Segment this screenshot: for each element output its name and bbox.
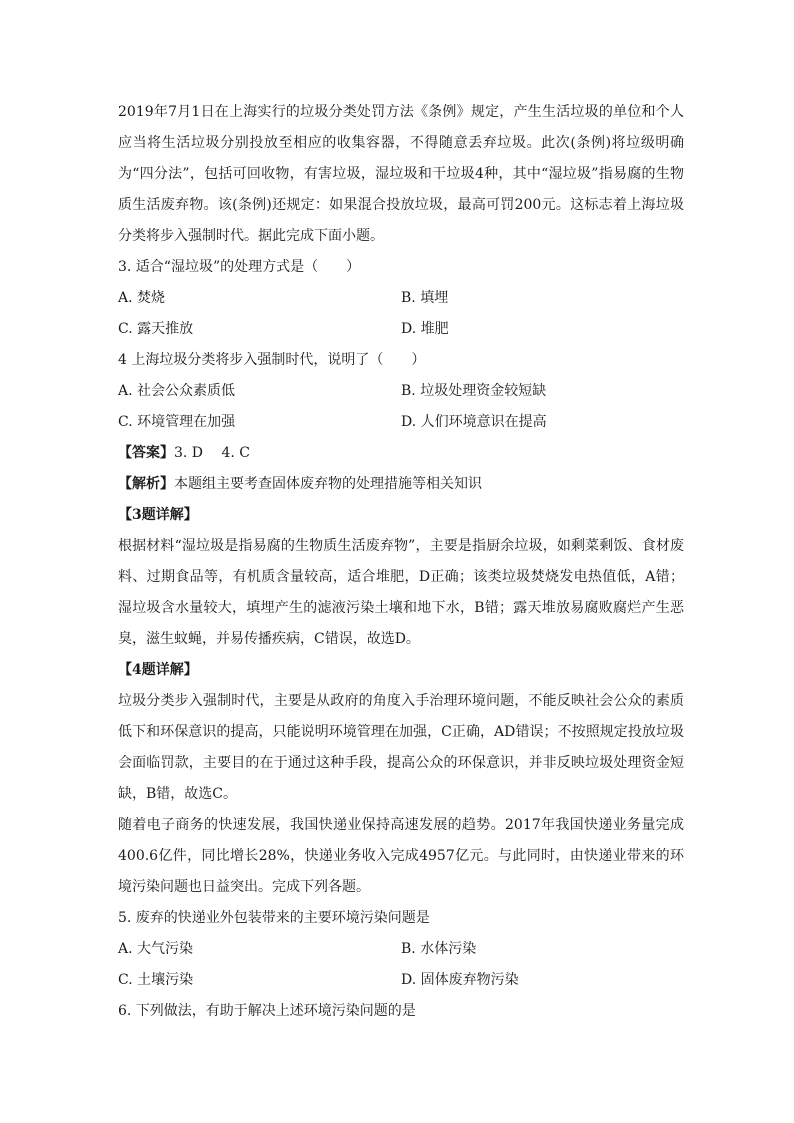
- passage-garbage-regulation: 2019年7月1日在上海实行的垃圾分类处罚方法《条例》规定，产生生活垃圾的单位和个人应当将生活垃圾分别投放至相应的收集容器，不得随意丢弃垃圾。此次(条例)将垃级明确为“四分法”，包括可回收物，有害垃圾，湿垃圾和干垃圾4种，其中“湿垃圾”指易腐的生物质生活废弃物。该(条例)还规定：如果混合投放垃圾，最高可罚200元。这标志着上海垃圾分类将步入强制时代。据此完成下面小题。: [118, 104, 684, 244]
- detail-4-text: 垃圾分类步入强制时代，主要是从政府的角度入手治理环境问题，不能反映社会公众的素质低下和环保意识的提高，只能说明环境管理在加强，C正确，AD错误；不按照规定投放垃圾会面临罚款，主要目的在于通过这种手段，提高公众的环保意识，并非反映垃圾处理资金短缺，B错，故选C。: [118, 693, 684, 802]
- detail-3-text: 根据材料“湿垃圾是指易腐的生物质生活废弃物”，主要是指厨余垃圾，如剩菜剩饭、食材废料、过期食品等，有机质含量较高，适合堆肥，D正确；该类垃圾焚烧发电热值低，A错；湿垃圾含水量较大，填埋产生的滤液污染土壤和地下水，B错；露天堆放易腐败腐烂产生恶臭，滋生蚊蝇，并易传播疾病，C错误，故选D。: [118, 538, 684, 647]
- question-5-option-a: A. 大气污染: [118, 941, 194, 957]
- analysis-label: 【解析】: [118, 476, 174, 492]
- question-4-stem: 4 上海垃圾分类将步入强制时代，说明了（ ）: [118, 352, 426, 368]
- detail-4-heading: 【4题详解】: [118, 662, 198, 678]
- question-3-option-c: C. 露天推放: [118, 321, 194, 337]
- question-6-stem: 6. 下列做法，有助于解决上述环境污染问题的是: [118, 1003, 416, 1019]
- question-5-option-d: D. 固体废弃物污染: [401, 972, 519, 988]
- question-4-option-c: C. 环境管理在加强: [118, 414, 236, 430]
- question-5-stem: 5. 废弃的快递业外包装带来的主要环境污染问题是: [118, 910, 430, 926]
- question-4-options-row-2: [118, 407, 684, 438]
- question-4-option-b: B. 垃圾处理资金较短缺: [401, 383, 547, 399]
- question-4-option-d: D. 人们环境意识在提高: [401, 414, 547, 430]
- question-3-options-row-1: [118, 283, 684, 314]
- answer-label: 【答案】: [118, 445, 174, 461]
- answer-text: 3. D 4. C: [174, 445, 251, 461]
- question-4-options-row-1: [118, 376, 684, 407]
- question-3-option-b: B. 填埋: [401, 290, 449, 306]
- question-5-option-b: B. 水体污染: [401, 941, 477, 957]
- question-5-options-row-1: [118, 934, 684, 965]
- question-5-option-c: C. 土壤污染: [118, 972, 194, 988]
- question-3-stem: 3. 适合“湿垃圾”的处理方式是（ ）: [118, 259, 361, 275]
- answer-line: [118, 438, 684, 469]
- question-5-options-row-2: [118, 965, 684, 996]
- passage-express-delivery: 随着电子商务的快速发展，我国快递业保持高速发展的趋势。2017年我国快递业务量完成400.6亿件，同比增长28%，快递业务收入完成4957亿元。与此同时，由快递业带来的环境污染问题也日益突出。完成下列各题。: [118, 817, 684, 895]
- question-3-option-a: A. 焚烧: [118, 290, 166, 306]
- detail-3-heading: 【3题详解】: [118, 507, 198, 523]
- analysis-line: [118, 469, 684, 500]
- question-4-option-a: A. 社会公众素质低: [118, 383, 236, 399]
- question-3-option-d: D. 堆肥: [401, 321, 449, 337]
- question-3-options-row-2: [118, 314, 684, 345]
- analysis-text: 本题组主要考查固体废弃物的处理措施等相关知识: [174, 476, 482, 492]
- document-content: [118, 97, 684, 1027]
